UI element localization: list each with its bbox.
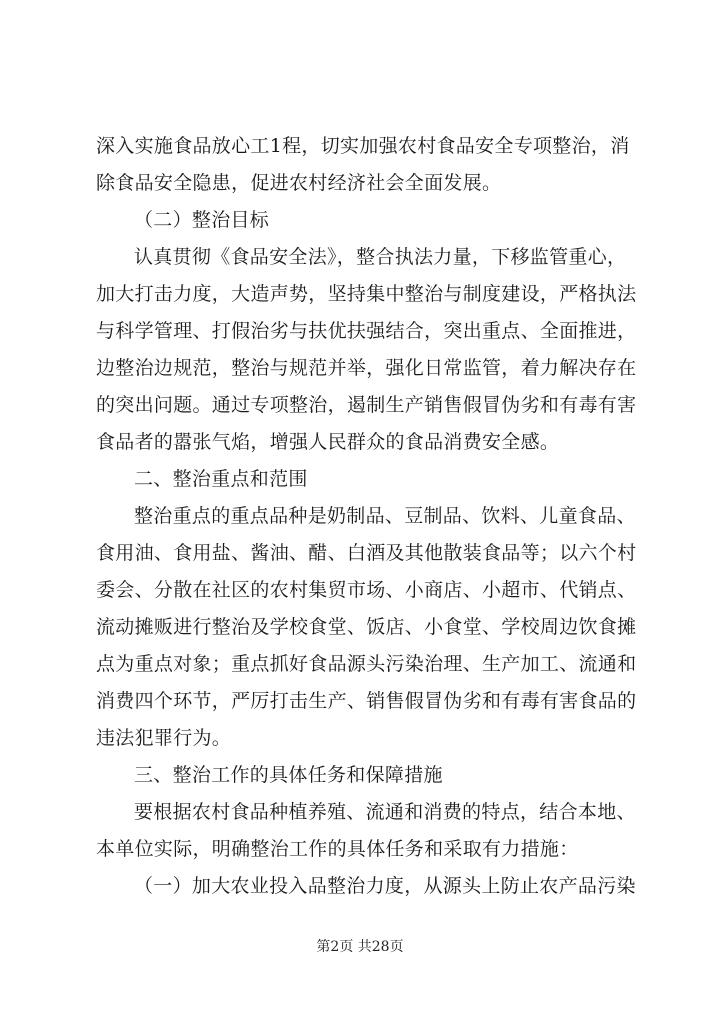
subsection-heading: （一）加大农业投入品整治力度，从源头上防止农产品污染 — [134, 875, 636, 897]
body-line: 违法犯罪行为。 — [96, 727, 232, 749]
body-line: 边整治边规范，整治与规范并举，强化日常监管，着力解决存在 — [96, 357, 637, 379]
body-line: 食品者的嚣张气焰，增强人民群众的食品消费安全感。 — [96, 431, 560, 453]
body-line: 的突出问题。通过专项整治，遏制生产销售假冒伪劣和有毒有害 — [96, 394, 637, 416]
body-line: 整治重点的重点品种是奶制品、豆制品、饮料、儿童食品、 — [134, 505, 636, 527]
document-body — [96, 128, 648, 905]
body-line: 食用油、食用盐、酱油、醋、白酒及其他散装食品等；以六个村 — [96, 542, 637, 564]
section-heading: 三、整治工作的具体任务和保障措施 — [134, 764, 443, 786]
body-line: 要根据农村食品种植养殖、流通和消费的特点，结合本地、 — [134, 801, 636, 823]
body-line: 委会、分散在社区的农村集贸市场、小商店、小超市、代销点、 — [96, 579, 637, 601]
body-line: 除食品安全隐患，促进农村经济社会全面发展。 — [96, 172, 502, 194]
section-heading: （二）整治目标 — [134, 209, 270, 231]
body-line: 本单位实际，明确整治工作的具体任务和采取有力措施： — [96, 838, 579, 860]
page-number-footer: 第2页 共28页 — [316, 939, 404, 955]
body-line: 深入实施食品放心工1程，切实加强农村食品安全专项整治，消 — [96, 135, 630, 157]
body-line: 消费四个环节，严厉打击生产、销售假冒伪劣和有毒有害食品的 — [96, 690, 637, 712]
section-heading: 二、整治重点和范围 — [134, 468, 308, 490]
body-line: 流动摊贩进行整治及学校食堂、饭店、小食堂、学校周边饮食摊 — [96, 616, 637, 638]
body-line: 与科学管理、打假治劣与扶优扶强结合，突出重点、全面推进， — [96, 320, 637, 342]
body-line: 加大打击力度，大造声势，坚持集中整治与制度建设，严格执法 — [96, 283, 637, 305]
body-line: 认真贯彻《食品安全法》，整合执法力量，下移监管重心， — [134, 246, 627, 268]
body-line: 点为重点对象；重点抓好食品源头污染治理、生产加工、流通和 — [96, 653, 637, 675]
